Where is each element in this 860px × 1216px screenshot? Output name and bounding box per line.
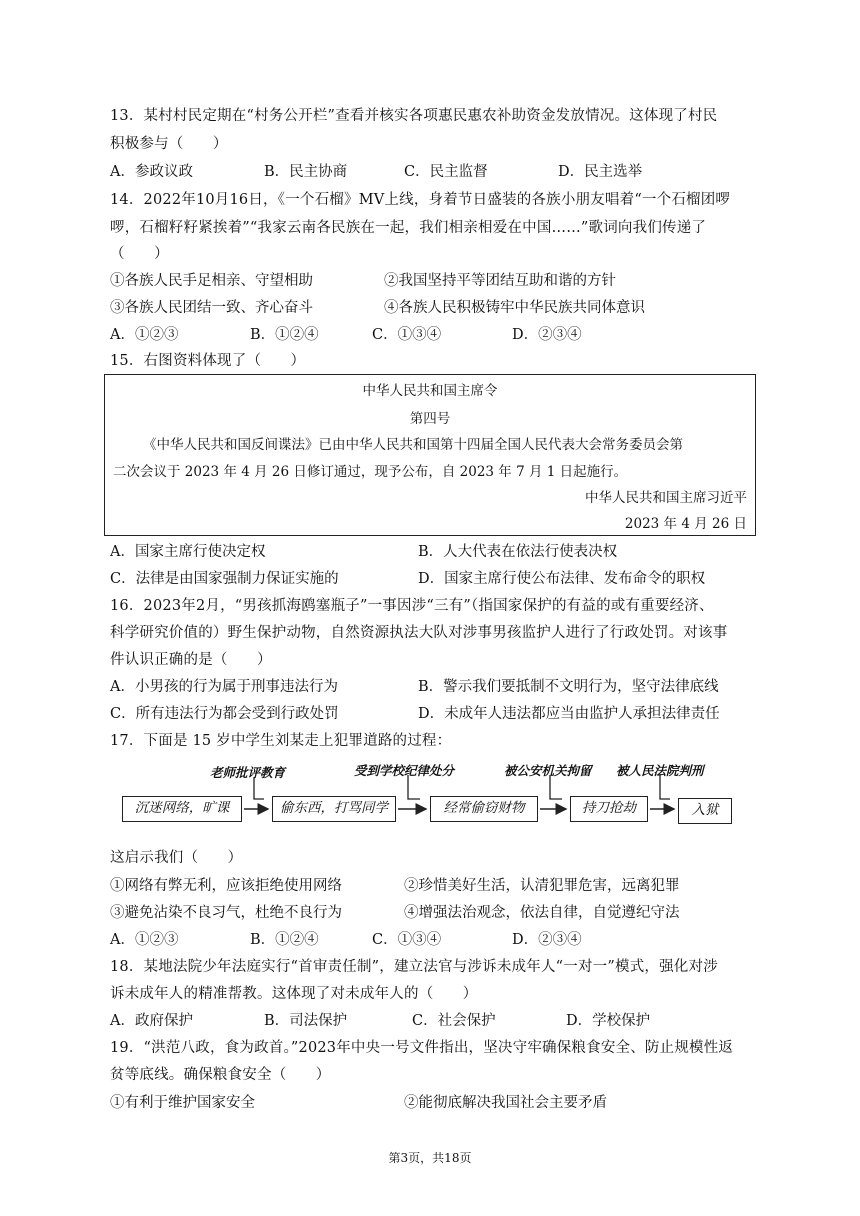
order-date: 2023 年 4 月 26 日 (624, 516, 747, 532)
q17-statement-1: ①网络有弊无利，应该拒绝使用网络 (110, 878, 342, 894)
q15-option-c: C．法律是由国家强制力保证实施的 (110, 571, 339, 587)
flow-label-3: 被公安机关拘留 (504, 763, 592, 778)
q14-stem-line3: （ ） (110, 246, 169, 262)
q18-option-a: A．政府保护 (110, 1013, 193, 1029)
q13-option-d: D．民主选举 (558, 164, 643, 180)
q14-stem-line2: 啰，石榴籽籽紧挨着”“我家云南各民族在一起，我们相亲相爱在中国……”歌词向我们传递了 (110, 220, 707, 236)
flow-step-5: 入狱 (678, 798, 732, 824)
q18-stem-line1: 18．某地法院少年法庭实行“首审责任制”，建立法官与涉诉未成年人“一对一”模式，强化对涉 (110, 959, 718, 975)
q13-stem-line1: 13．某村村民定期在“村务公开栏”查看并核实各项惠民惠农补助资金发放情况。这体现了村民 (110, 108, 718, 124)
q16-option-a: A．小男孩的行为属于刑事违法行为 (110, 679, 338, 695)
presidential-order-box (104, 374, 756, 536)
flow-step-3: 经常偷窃财物 (430, 796, 538, 822)
q18-option-d: D．学校保护 (566, 1013, 651, 1029)
q19-stem-line1: 19．“洪范八政，食为政首。”2023年中央一号文件指出，坚决守牢确保粮食安全、防止规模性返 (110, 1040, 734, 1056)
q16-option-c: C．所有违法行为都会受到行政处罚 (110, 706, 339, 722)
q17-option-c: C．①③④ (372, 932, 442, 948)
order-body-line1: 《中华人民共和国反间谍法》已由中华人民共和国第十四届全国人民代表大会常务委员会第 (143, 437, 683, 453)
q14-stem-line1: 14．2022年10月16日，《一个石榴》MV上线，身着节日盛装的各族小朋友唱着“一个石榴团啰 (110, 192, 731, 208)
q18-option-b: B．司法保护 (264, 1013, 348, 1029)
q16-option-d: D．未成年人违法都应当由监护人承担法律责任 (418, 706, 720, 722)
page-number-footer: 第3页，共18页 (388, 1151, 472, 1165)
q17-stem: 17．下面是 15 岁中学生刘某走上犯罪道路的过程： (110, 733, 452, 749)
crime-path-flowchart (122, 763, 742, 833)
q15-stem: 15．右图资料体现了（ ） (110, 353, 306, 369)
q14-option-b: B．①②④ (250, 327, 319, 343)
flow-step-2: 偷东西，打骂同学 (272, 796, 396, 822)
q16-stem-line3: 件认识正确的是（ ） (110, 652, 272, 668)
q19-statement-1: ①有利于维护国家安全 (110, 1095, 255, 1111)
q15-option-a: A．国家主席行使决定权 (110, 544, 266, 560)
q14-option-d: D．②③④ (512, 327, 582, 343)
q15-option-d: D．国家主席行使公布法律、发布命令的职权 (418, 571, 706, 587)
q14-statement-2: ②我国坚持平等团结互助和谐的方针 (384, 273, 616, 289)
order-title: 中华人民共和国主席令 (362, 383, 498, 399)
order-signer: 中华人民共和国主席习近平 (585, 490, 747, 506)
q16-stem-line2: 科学研究价值的）野生保护动物，自然资源执法大队对涉事男孩监护人进行了行政处罚。对该事 (110, 625, 728, 641)
flow-label-1: 老师批评教育 (210, 765, 286, 780)
q16-option-b: B．警示我们要抵制不文明行为，坚守法律底线 (418, 679, 719, 695)
q16-stem-line1: 16．2023年2月，“男孩抓海鸥塞瓶子”一事因涉“三有”（指国家保护的有益的或有重要经济、 (110, 598, 714, 614)
q13-stem-line2: 积极参与（ ） (110, 136, 228, 152)
q13-option-a: A．参政议政 (110, 164, 193, 180)
q15-option-b: B．人大代表在依法行使表决权 (418, 544, 618, 560)
q17-stem-line2: 这启示我们（ ） (110, 850, 243, 866)
order-body-line2: 二次会议于 2023 年 4 月 26 日修订通过，现予公布，自 2023 年 7 月 1 日起施行。 (113, 464, 628, 480)
q14-option-c: C．①③④ (372, 327, 442, 343)
q18-stem-line2: 诉未成年人的精准帮教。这体现了对未成年人的（ ） (110, 986, 478, 1002)
flow-label-2: 受到学校纪律处分 (354, 763, 455, 778)
flow-label-4: 被人民法院判刑 (616, 763, 704, 778)
q17-statement-3: ③避免沾染不良习气，杜绝不良行为 (110, 905, 342, 921)
q17-statement-2: ②珍惜美好生活，认清犯罪危害，远离犯罪 (404, 878, 680, 894)
q14-option-a: A．①②③ (110, 327, 179, 343)
q17-option-b: B．①②④ (250, 932, 319, 948)
flow-step-4: 持刀抢劫 (570, 796, 648, 822)
q13-option-c: C．民主监督 (404, 164, 488, 180)
q17-statement-4: ④增强法治观念，依法自律，自觉遵纪守法 (404, 905, 680, 921)
q19-stem-line2: 贫等底线。确保粮食安全（ ） (110, 1067, 331, 1083)
q14-statement-4: ④各族人民积极铸牢中华民族共同体意识 (384, 300, 645, 316)
q18-option-c: C．社会保护 (412, 1013, 496, 1029)
order-number: 第四号 (409, 411, 451, 427)
q17-option-a: A．①②③ (110, 932, 179, 948)
q14-statement-3: ③各族人民团结一致、齐心奋斗 (110, 300, 313, 316)
flow-step-1: 沉迷网络，旷课 (122, 796, 242, 822)
q13-option-b: B．民主协商 (264, 164, 348, 180)
q19-statement-2: ②能彻底解决我国社会主要矛盾 (404, 1095, 607, 1111)
q17-option-d: D．②③④ (512, 932, 582, 948)
q14-statement-1: ①各族人民手足相亲、守望相助 (110, 273, 313, 289)
